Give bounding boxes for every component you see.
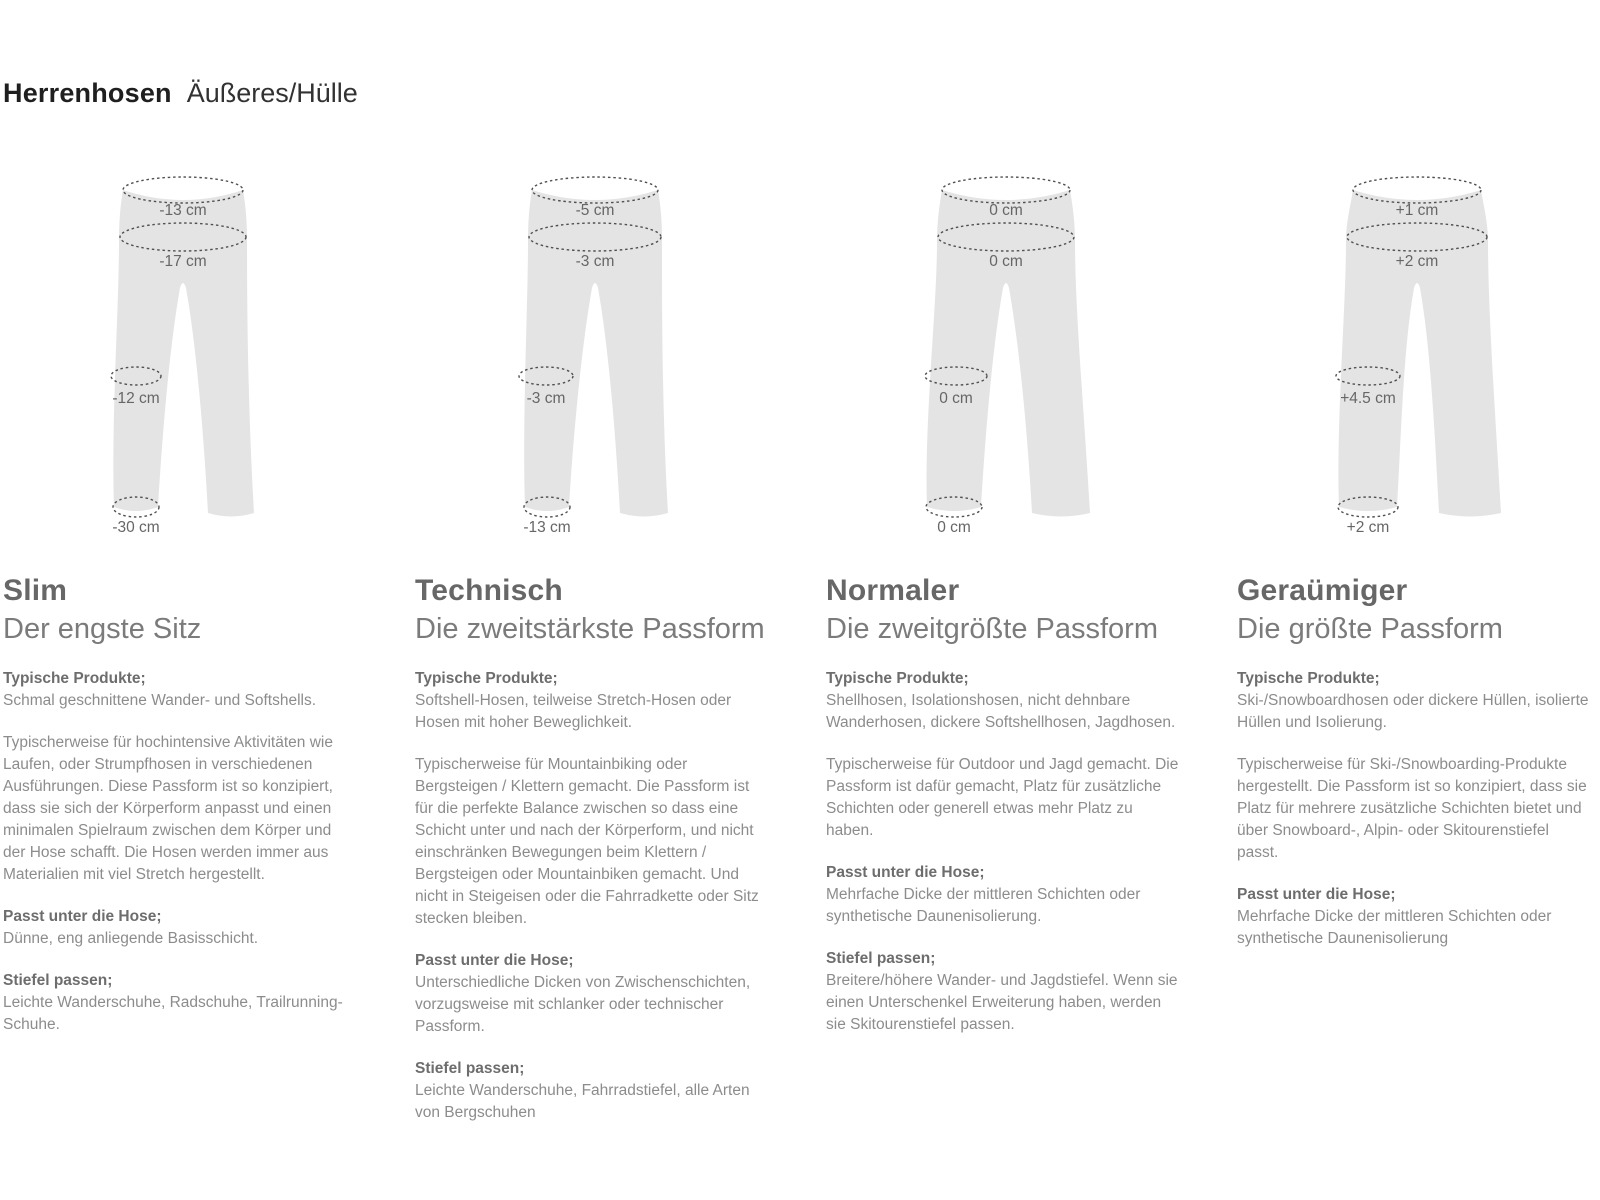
info-block — [3, 970, 357, 1036]
fit-name: Geraümiger — [1237, 574, 1408, 607]
info-block — [826, 862, 1180, 928]
hip-measurement-label: -3 cm — [575, 253, 615, 270]
info-block-label: Stiefel passen; — [415, 1060, 525, 1077]
info-block — [1237, 668, 1591, 734]
info-block-text: Schmal geschnittene Wander- und Softshells. — [3, 692, 317, 709]
hem-measurement-label: -13 cm — [523, 519, 571, 536]
info-block-label: Typische Produkte; — [1237, 670, 1380, 687]
info-block-text: Leichte Wanderschuhe, Fahrradstiefel, alle Arten von Bergschuhen — [415, 1082, 750, 1121]
info-block — [415, 950, 769, 1038]
pants-svg — [846, 160, 1166, 560]
hem-measurement-label: +2 cm — [1346, 519, 1390, 536]
fit-info-blocks — [415, 668, 769, 1124]
info-block — [826, 668, 1180, 734]
waist-ellipse — [1353, 177, 1481, 203]
info-block — [415, 668, 769, 734]
fit-info-blocks — [826, 668, 1180, 1036]
knee-measurement-label: -3 cm — [526, 390, 566, 407]
fit-name: Slim — [3, 574, 68, 607]
info-block-label: Typische Produkte; — [415, 670, 558, 687]
info-block-label: Passt unter die Hose; — [826, 864, 985, 881]
info-block-label: Typische Produkte; — [3, 670, 146, 687]
info-block-text: Leichte Wanderschuhe, Radschuhe, Trailrunning-Schuhe. — [3, 994, 343, 1033]
hip-measurement-label: 0 cm — [989, 253, 1023, 270]
info-block-label: Passt unter die Hose; — [415, 952, 574, 969]
info-block-label: Passt unter die Hose; — [1237, 886, 1396, 903]
info-block-text: Ski-/Snowboardhosen oder dickere Hüllen, isolierte Hüllen und Isolierung. — [1237, 692, 1589, 731]
info-block-label: Stiefel passen; — [3, 972, 113, 989]
info-block-text: Mehrfache Dicke der mittleren Schichten oder synthetische Daunenisolierung. — [826, 886, 1141, 925]
info-block — [3, 732, 357, 886]
info-block — [3, 668, 357, 712]
pants-svg — [23, 160, 343, 560]
knee-measurement-label: -12 cm — [112, 390, 160, 407]
fit-column-slim — [3, 160, 357, 1036]
pants-figure-geraumiger — [1257, 160, 1577, 560]
knee-measurement-label: 0 cm — [939, 390, 973, 407]
info-block-text: Mehrfache Dicke der mittleren Schichten oder synthetische Daunenisolierung — [1237, 908, 1552, 947]
pants-figure-normaler — [846, 160, 1166, 560]
pants-figure-technisch — [435, 160, 755, 560]
fit-name: Technisch — [415, 574, 563, 607]
pants-silhouette — [927, 190, 1090, 517]
info-block-text: Typischerweise für Outdoor und Jagd gemacht. Die Passform ist dafür gemacht, Platz für zusätzliche Schichten oder generell etwas mehr Platz zu haben. — [826, 756, 1179, 839]
info-block-text: Breitere/höhere Wander- und Jagdstiefel. Wenn sie einen Unterschenkel Erweiterung haben, werden sie Skitourenstiefel passen. — [826, 972, 1178, 1033]
hem-measurement-label: -30 cm — [112, 519, 160, 536]
fit-info-blocks — [3, 668, 357, 1036]
info-block-text: Typischerweise für Mountainbiking oder Bergsteigen / Klettern gemacht. Die Passform ist für die perfekte Balance zwischen so dass eine Schicht unter und nach der Körperform, und nicht einschränken Bewegungen beim Klettern / Bergsteigen oder Mountainbiken gemacht. Und nicht in Steigeisen oder die Fahrradkette oder Sitz stecken bleiben. — [415, 756, 759, 927]
fit-tagline: Der engste Sitz — [3, 613, 202, 645]
hip-measurement-label: -17 cm — [159, 253, 207, 270]
waist-measurement-label: 0 cm — [989, 202, 1023, 219]
waist-measurement-label: -5 cm — [575, 202, 615, 219]
info-block-text: Dünne, eng anliegende Basisschicht. — [3, 930, 259, 947]
waist-measurement-label: +1 cm — [1395, 202, 1439, 219]
fit-column-geraumiger — [1237, 160, 1591, 950]
pants-svg — [435, 160, 755, 560]
fit-tagline: Die zweitstärkste Passform — [415, 613, 765, 645]
hem-measurement-label: 0 cm — [937, 519, 971, 536]
info-block — [415, 754, 769, 930]
info-block — [415, 1058, 769, 1124]
hip-measurement-label: +2 cm — [1395, 253, 1439, 270]
knee-measurement-label: +4.5 cm — [1340, 390, 1396, 407]
info-block-label: Passt unter die Hose; — [3, 908, 162, 925]
pants-silhouette — [524, 190, 668, 517]
pants-figure-slim — [23, 160, 343, 560]
waist-ellipse — [942, 177, 1070, 203]
fit-column-normaler — [826, 160, 1180, 1036]
info-block — [1237, 884, 1591, 950]
info-block — [3, 906, 357, 950]
info-block — [826, 948, 1180, 1036]
pants-silhouette — [1338, 190, 1501, 517]
page-subtitle: Äußeres/Hülle — [186, 78, 358, 108]
pants-silhouette — [113, 190, 254, 517]
info-block-text: Unterschiedliche Dicken von Zwischenschichten, vorzugsweise mit schlanker oder technischer Passform. — [415, 974, 751, 1035]
fit-tagline: Die größte Passform — [1237, 613, 1503, 645]
waist-measurement-label: -13 cm — [159, 202, 207, 219]
pants-svg — [1257, 160, 1577, 560]
info-block — [1237, 754, 1591, 864]
info-block — [826, 754, 1180, 842]
info-block-text: Softshell-Hosen, teilweise Stretch-Hosen oder Hosen mit hoher Beweglichkeit. — [415, 692, 732, 731]
info-block-text: Shellhosen, Isolationshosen, nicht dehnbare Wanderhosen, dickere Softshellhosen, Jagdhosen. — [826, 692, 1176, 731]
header — [3, 78, 358, 109]
fit-tagline: Die zweitgrößte Passform — [826, 613, 1158, 645]
page-title: Herrenhosen — [3, 78, 172, 108]
info-block-text: Typischerweise für hochintensive Aktivitäten wie Laufen, oder Strumpfhosen in verschiedenen Ausführungen. Diese Passform ist so konzipiert, dass sie sich der Körperform anpasst und einen minimalen Spielraum zwischen dem Körper und der Hose schafft. Die Hosen werden immer aus Materialien mit viel Stretch hergestellt. — [3, 734, 333, 883]
fit-name: Normaler — [826, 574, 960, 607]
fit-info-blocks — [1237, 668, 1591, 950]
info-block-label: Typische Produkte; — [826, 670, 969, 687]
info-block-label: Stiefel passen; — [826, 950, 936, 967]
info-block-text: Typischerweise für Ski-/Snowboarding-Produkte hergestellt. Die Passform ist so konzipiert, dass sie Platz für mehrere zusätzliche Schichten bietet und über Snowboard-, Alpin- oder Skitourenstiefel passt. — [1237, 756, 1587, 861]
fit-column-technisch — [415, 160, 769, 1124]
